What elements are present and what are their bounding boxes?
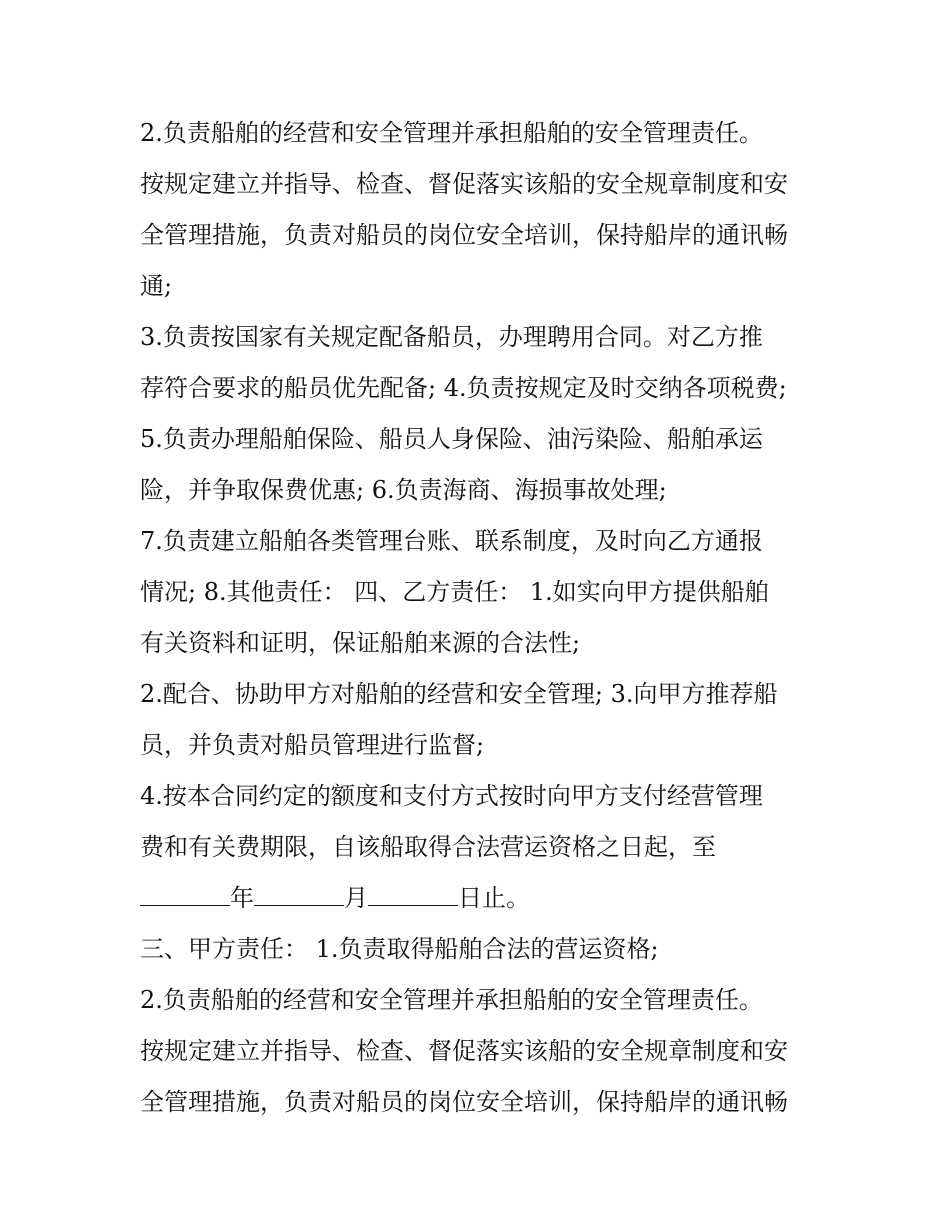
text-line: 4.按本合同约定的额度和支付方式按时向甲方支付经营管理 xyxy=(140,782,763,810)
text-line: 全管理措施，负责对船员的岗位安全培训，保持船岸的通讯畅 xyxy=(140,1088,788,1116)
text-line: 情况; 8.其他责任： 四、乙方责任： 1.如实向甲方提供船舶 xyxy=(140,578,769,606)
text-line: 员，并负责对船员管理进行监督; xyxy=(140,731,485,759)
date-line xyxy=(140,873,820,924)
text-line: 7.负责建立船舶各类管理台账、联系制度，及时向乙方通报 xyxy=(140,527,763,555)
text-line: 荐符合要求的船员优先配备; 4.负责按规定及时交纳各项税费; xyxy=(140,374,787,402)
text-line: 2.负责船舶的经营和安全管理并承担船舶的安全管理责任。 xyxy=(140,986,763,1014)
text-line: 有关资料和证明，保证船舶来源的合法性; xyxy=(140,629,581,657)
year-blank xyxy=(140,883,230,906)
text-line: 三、甲方责任： 1.负责取得船舶合法的营运资格; xyxy=(140,935,659,963)
day-blank xyxy=(368,883,458,906)
text-line: 按规定建立并指导、检查、督促落实该船的安全规章制度和安 xyxy=(140,1037,788,1065)
text-line: 3.负责按国家有关规定配备船员，办理聘用合同。对乙方推 xyxy=(140,323,763,351)
text-line: 费和有关费期限，自该船取得合法营运资格之日起，至 xyxy=(140,833,716,861)
text-line: 5.负责办理船舶保险、船员人身保险、油污染险、船舶承运 xyxy=(140,425,763,453)
month-label: 月 xyxy=(344,884,368,912)
month-blank xyxy=(254,883,344,906)
contract-text xyxy=(140,108,820,1128)
text-line: 按规定建立并指导、检查、督促落实该船的安全规章制度和安 xyxy=(140,170,788,198)
year-label: 年 xyxy=(230,884,254,912)
text-line: 2.负责船舶的经营和安全管理并承担船舶的安全管理责任。 xyxy=(140,119,763,147)
text-line: 险，并争取保费优惠; 6.负责海商、海损事故处理; xyxy=(140,476,667,504)
day-label: 日止。 xyxy=(458,884,530,912)
text-line: 2.配合、协助甲方对船舶的经营和安全管理; 3.向甲方推荐船 xyxy=(140,680,778,708)
text-line: 全管理措施，负责对船员的岗位安全培训，保持船岸的通讯畅 xyxy=(140,221,788,249)
text-line: 通; xyxy=(140,272,173,300)
